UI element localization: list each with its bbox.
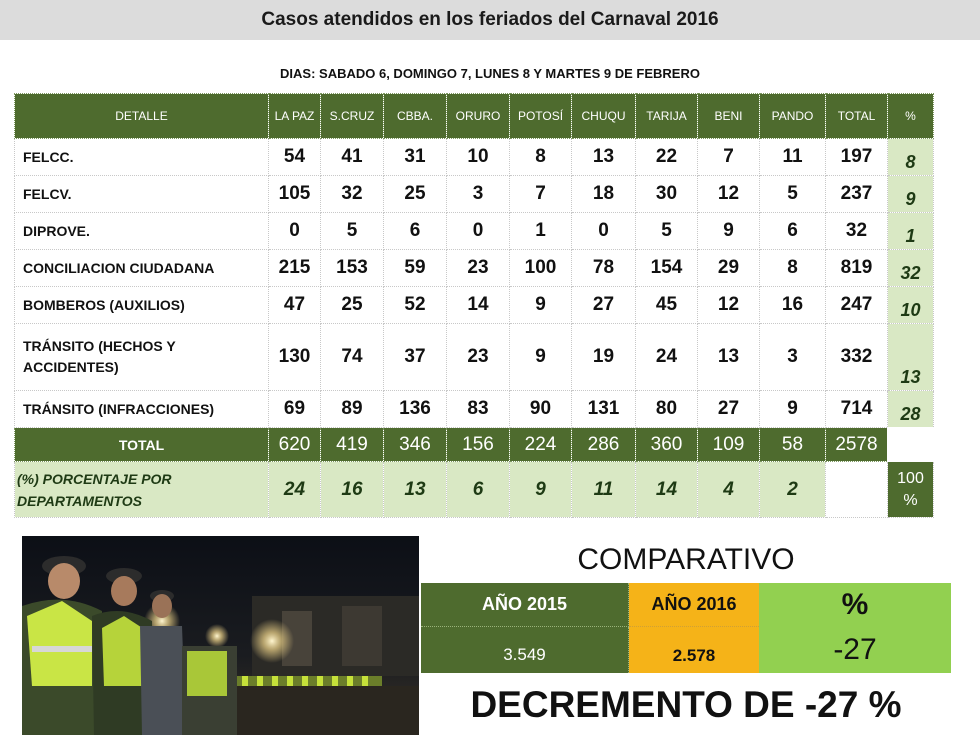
table-header-row — [15, 94, 934, 139]
cell-pando: 3 — [760, 324, 826, 391]
cell-santa-cruz: 74 — [321, 324, 384, 391]
cell-la-paz: 54 — [269, 139, 321, 176]
cell-potosi: 9 — [510, 324, 572, 391]
cell-tarija: 22 — [636, 139, 698, 176]
percentage-total-empty — [826, 462, 888, 518]
cell-total: 332 — [826, 324, 888, 391]
cell-cochabamba: 52 — [384, 287, 447, 324]
cell-total: 714 — [826, 391, 888, 428]
table-row — [15, 250, 934, 287]
police-photo — [22, 536, 419, 735]
cell-la-paz: 69 — [269, 391, 321, 428]
cell-potosi: 90 — [510, 391, 572, 428]
cell-percent: 9 — [888, 176, 934, 213]
cell-potosi: 7 — [510, 176, 572, 213]
cell-pando: 9 — [760, 391, 826, 428]
cell-percent: 32 — [888, 250, 934, 287]
cell-percent: 13 — [888, 324, 934, 391]
header-pando: PANDO — [760, 94, 826, 139]
cell-chuquisaca: 78 — [572, 250, 636, 287]
percent-change-value: -27 — [759, 627, 951, 673]
cell-chuquisaca: 27 — [572, 287, 636, 324]
table-row — [15, 213, 934, 250]
cell-tarija: 154 — [636, 250, 698, 287]
table-row — [15, 391, 934, 428]
percentage-oruro: 6 — [447, 462, 510, 518]
cell-potosi: 8 — [510, 139, 572, 176]
cell-cochabamba: 136 — [384, 391, 447, 428]
total-pando: 58 — [760, 428, 826, 462]
header-oruro: ORURO — [447, 94, 510, 139]
cell-cochabamba: 37 — [384, 324, 447, 391]
percentage-label: (%) PORCENTAJE POR DEPARTAMENTOS — [15, 462, 269, 518]
header-percent: % — [888, 94, 934, 139]
cell-beni: 12 — [698, 176, 760, 213]
cell-santa-cruz: 153 — [321, 250, 384, 287]
percentage-chuquisaca: 11 — [572, 462, 636, 518]
cell-beni: 13 — [698, 324, 760, 391]
comparativo-title: COMPARATIVO — [421, 537, 951, 583]
header-beni: BENI — [698, 94, 760, 139]
row-label: FELCC. — [15, 139, 269, 176]
cell-tarija: 80 — [636, 391, 698, 428]
row-label: FELCV. — [15, 176, 269, 213]
cell-beni: 27 — [698, 391, 760, 428]
cell-beni: 29 — [698, 250, 760, 287]
table-row — [15, 176, 934, 213]
cases-table — [14, 93, 934, 518]
cell-cochabamba: 6 — [384, 213, 447, 250]
total-percent-blank — [888, 428, 934, 462]
total-la-paz: 620 — [269, 428, 321, 462]
cell-percent: 1 — [888, 213, 934, 250]
header-detalle: DETALLE — [15, 94, 269, 139]
cell-tarija: 45 — [636, 287, 698, 324]
total-oruro: 156 — [447, 428, 510, 462]
cell-chuquisaca: 0 — [572, 213, 636, 250]
cell-santa-cruz: 5 — [321, 213, 384, 250]
cell-santa-cruz: 32 — [321, 176, 384, 213]
header-la-paz: LA PAZ — [269, 94, 321, 139]
percentage-la-paz: 24 — [269, 462, 321, 518]
cell-chuquisaca: 18 — [572, 176, 636, 213]
percentage-cochabamba: 13 — [384, 462, 447, 518]
cell-oruro: 83 — [447, 391, 510, 428]
cell-beni: 12 — [698, 287, 760, 324]
header-chuquisaca: CHUQU — [572, 94, 636, 139]
row-label: TRÁNSITO (INFRACCIONES) — [15, 391, 269, 428]
header-potosi: POTOSÍ — [510, 94, 572, 139]
header-tarija: TARIJA — [636, 94, 698, 139]
row-label: CONCILIACION CIUDADANA — [15, 250, 269, 287]
total-row — [15, 428, 934, 462]
cell-percent: 10 — [888, 287, 934, 324]
cell-santa-cruz: 41 — [321, 139, 384, 176]
cell-cochabamba: 25 — [384, 176, 447, 213]
cell-oruro: 3 — [447, 176, 510, 213]
cell-potosi: 9 — [510, 287, 572, 324]
cell-oruro: 23 — [447, 324, 510, 391]
percentage-row — [15, 462, 934, 518]
cell-pando: 11 — [760, 139, 826, 176]
header-cochabamba: CBBA. — [384, 94, 447, 139]
cell-la-paz: 47 — [269, 287, 321, 324]
police-photo-illustration — [22, 536, 419, 735]
cell-chuquisaca: 19 — [572, 324, 636, 391]
year-2015-header: AÑO 2015 — [421, 583, 629, 627]
row-label: BOMBEROS (AUXILIOS) — [15, 287, 269, 324]
total-beni: 109 — [698, 428, 760, 462]
percentage-pando: 2 — [760, 462, 826, 518]
percent-header: % — [759, 583, 951, 627]
decrement-statement: DECREMENTO DE -27 % — [421, 675, 951, 735]
total-santa-cruz: 419 — [321, 428, 384, 462]
cell-oruro: 14 — [447, 287, 510, 324]
cell-potosi: 100 — [510, 250, 572, 287]
total-label: TOTAL — [15, 428, 269, 462]
table-row — [15, 324, 934, 391]
total-cochabamba: 346 — [384, 428, 447, 462]
cell-tarija: 24 — [636, 324, 698, 391]
cell-total: 32 — [826, 213, 888, 250]
cell-chuquisaca: 13 — [572, 139, 636, 176]
year-2016-header: AÑO 2016 — [629, 583, 759, 627]
cell-cochabamba: 31 — [384, 139, 447, 176]
header-total: TOTAL — [826, 94, 888, 139]
cell-la-paz: 130 — [269, 324, 321, 391]
cell-total: 197 — [826, 139, 888, 176]
page-title: Casos atendidos en los feriados del Carnaval 2016 — [0, 0, 980, 40]
cell-total: 237 — [826, 176, 888, 213]
cell-pando: 5 — [760, 176, 826, 213]
cell-pando: 16 — [760, 287, 826, 324]
cell-la-paz: 215 — [269, 250, 321, 287]
cell-oruro: 23 — [447, 250, 510, 287]
year-2016-value: 2.578 — [629, 627, 759, 673]
cell-tarija: 30 — [636, 176, 698, 213]
cell-pando: 8 — [760, 250, 826, 287]
cell-santa-cruz: 25 — [321, 287, 384, 324]
total-total: 2578 — [826, 428, 888, 462]
total-tarija: 360 — [636, 428, 698, 462]
percentage-potosi: 9 — [510, 462, 572, 518]
cell-tarija: 5 — [636, 213, 698, 250]
cell-beni: 9 — [698, 213, 760, 250]
percentage-hundred: 100 % — [888, 462, 934, 518]
year-2015-value: 3.549 — [421, 627, 629, 673]
cell-la-paz: 0 — [269, 213, 321, 250]
cell-santa-cruz: 89 — [321, 391, 384, 428]
row-label: DIPROVE. — [15, 213, 269, 250]
cell-beni: 7 — [698, 139, 760, 176]
percentage-santa-cruz: 16 — [321, 462, 384, 518]
row-label: TRÁNSITO (HECHOS Y ACCIDENTES) — [15, 324, 269, 391]
cell-percent: 8 — [888, 139, 934, 176]
cell-potosi: 1 — [510, 213, 572, 250]
percentage-beni: 4 — [698, 462, 760, 518]
cell-pando: 6 — [760, 213, 826, 250]
table-row — [15, 139, 934, 176]
header-santa-cruz: S.CRUZ — [321, 94, 384, 139]
cell-cochabamba: 59 — [384, 250, 447, 287]
table-row — [15, 287, 934, 324]
percentage-tarija: 14 — [636, 462, 698, 518]
cell-percent: 28 — [888, 391, 934, 428]
cell-chuquisaca: 131 — [572, 391, 636, 428]
cell-oruro: 0 — [447, 213, 510, 250]
date-subtitle: DIAS: SABADO 6, DOMINGO 7, LUNES 8 Y MARTES 9 DE FEBRERO — [280, 66, 700, 81]
cell-oruro: 10 — [447, 139, 510, 176]
cell-total: 247 — [826, 287, 888, 324]
total-potosi: 224 — [510, 428, 572, 462]
cell-la-paz: 105 — [269, 176, 321, 213]
total-chuquisaca: 286 — [572, 428, 636, 462]
cell-total: 819 — [826, 250, 888, 287]
